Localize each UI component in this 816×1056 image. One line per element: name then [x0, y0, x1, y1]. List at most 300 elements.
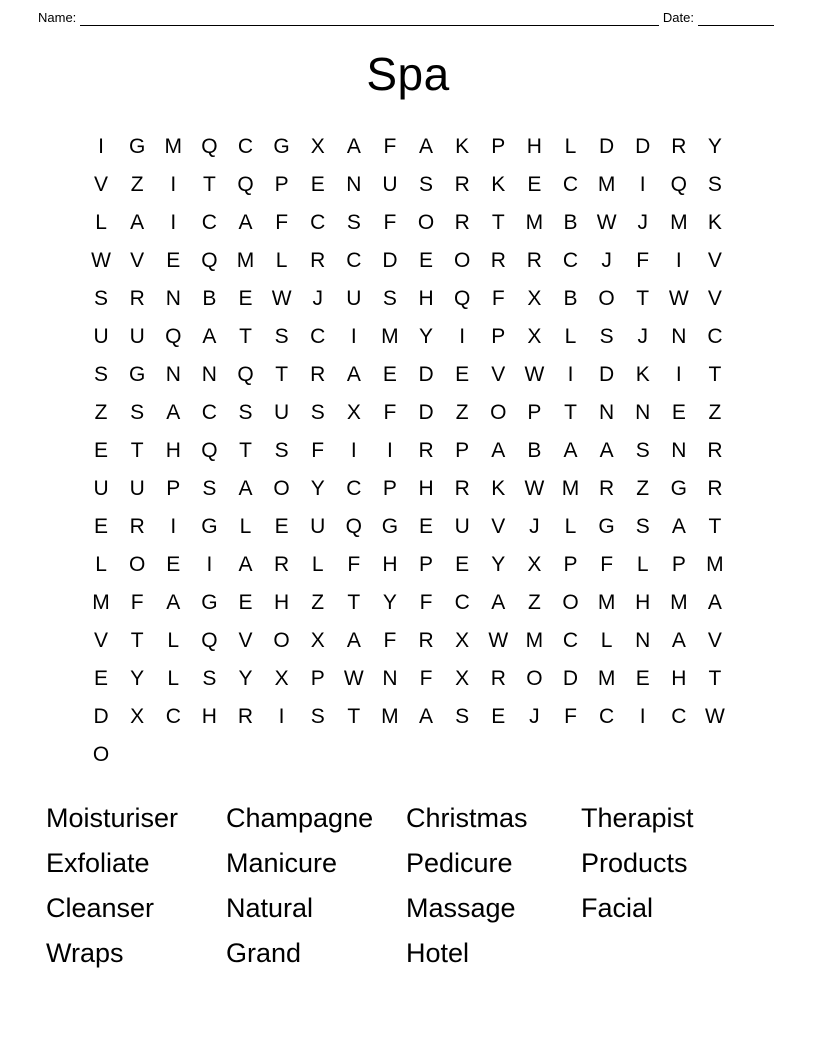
grid-letter: A [166, 401, 181, 424]
grid-letter: E [419, 249, 434, 272]
grid-letter: K [635, 363, 650, 386]
grid-letter: R [310, 249, 326, 272]
grid-letter: J [637, 211, 648, 234]
grid-letter: Q [201, 135, 218, 158]
grid-letter: T [239, 439, 252, 462]
grid-letter: N [165, 287, 181, 310]
date-input-line[interactable] [698, 13, 774, 26]
grid-letter: A [238, 477, 253, 500]
grid-letter: C [562, 249, 579, 272]
grid-letter: C [346, 249, 362, 272]
grid-letter: P [310, 667, 325, 690]
grid-letter: Q [201, 629, 218, 652]
grid-letter: U [382, 173, 398, 196]
grid-letter: F [311, 439, 325, 462]
grid-letter: D [562, 667, 579, 690]
grid-letter: P [455, 439, 470, 462]
grid-letter: C [707, 325, 723, 348]
grid-letter: L [636, 553, 649, 576]
grid-letter: L [167, 629, 180, 652]
grid-letter: J [601, 249, 612, 272]
grid-letter: E [238, 591, 253, 614]
grid-letter: D [599, 363, 615, 386]
word-list-item: Products [581, 848, 688, 878]
grid-letter: A [166, 591, 181, 614]
grid-letter: A [599, 439, 614, 462]
word-list-item: Massage [406, 893, 516, 923]
grid-letter: N [671, 325, 687, 348]
grid-letter: R [454, 211, 470, 234]
grid-letter: U [129, 325, 145, 348]
grid-letter: L [167, 667, 180, 690]
grid-letter: E [166, 249, 181, 272]
grid-letter: R [454, 477, 470, 500]
grid-letter: S [455, 705, 470, 728]
grid-letter: D [382, 249, 398, 272]
grid-letter: J [529, 515, 540, 538]
grid-letter: A [671, 515, 686, 538]
grid-letter: W [705, 705, 725, 728]
grid-letter: E [94, 515, 109, 538]
grid-letter: G [201, 591, 218, 614]
grid-letter: I [639, 705, 646, 728]
grid-letter: X [455, 629, 470, 652]
grid-letter: V [238, 629, 253, 652]
grid-letter: Q [345, 515, 362, 538]
word-list [46, 796, 778, 976]
grid-letter: Q [165, 325, 182, 348]
grid-letter: H [671, 667, 687, 690]
grid-letter: T [564, 401, 577, 424]
grid-letter: Q [201, 249, 218, 272]
grid-letter: Z [455, 401, 469, 424]
grid-letter: E [527, 173, 542, 196]
grid-letter: R [526, 249, 542, 272]
grid-letter: K [491, 477, 506, 500]
grid-letter: S [94, 363, 109, 386]
grid-letter: I [98, 135, 104, 158]
grid-letter: A [491, 439, 506, 462]
grid-letter: I [170, 211, 177, 234]
grid-letter: A [130, 211, 145, 234]
grid-letter: Y [238, 667, 253, 690]
grid-letter: L [600, 629, 613, 652]
grid-letter: A [419, 705, 434, 728]
grid-letter: G [381, 515, 399, 538]
grid-letter: G [128, 135, 146, 158]
grid-letter: F [383, 211, 397, 234]
word-list-item: Champagne [226, 803, 374, 833]
grid-letter: B [563, 287, 578, 310]
grid-letter: V [94, 173, 109, 196]
grid-letter: C [599, 705, 615, 728]
grid-letter: K [491, 173, 506, 196]
grid-letter: I [170, 515, 177, 538]
grid-letter: L [95, 553, 107, 576]
grid-letter: E [382, 363, 397, 386]
grid-letter: O [92, 743, 110, 766]
grid-letter: Y [382, 591, 397, 614]
grid-letter: A [491, 591, 506, 614]
grid-letter: Z [311, 591, 325, 614]
grid-letter: L [239, 515, 252, 538]
grid-letter: V [130, 249, 145, 272]
grid-letter: A [346, 135, 361, 158]
grid-letter: D [418, 401, 434, 424]
word-list-item: Manicure [226, 848, 338, 878]
grid-letter: H [526, 135, 542, 158]
grid-letter: G [670, 477, 687, 500]
word-list-item: Moisturiser [46, 803, 179, 833]
grid-letter: O [490, 401, 507, 424]
grid-letter: M [706, 553, 724, 576]
grid-letter: R [707, 439, 723, 462]
grid-letter: Q [670, 173, 687, 196]
grid-letter: E [491, 705, 506, 728]
grid-letter: H [418, 477, 434, 500]
grid-letter: E [310, 173, 325, 196]
grid-letter: X [527, 553, 542, 576]
grid-letter: D [599, 135, 615, 158]
grid-letter: L [95, 211, 107, 234]
grid-letter: N [599, 401, 615, 424]
grid-letter: S [202, 667, 217, 690]
name-input-line[interactable] [80, 13, 659, 26]
grid-letter: X [274, 667, 289, 690]
grid-letter: A [202, 325, 217, 348]
grid-letter: I [675, 363, 682, 386]
grid-letter: E [455, 553, 470, 576]
grid-letter: R [454, 173, 470, 196]
grid-letter: X [455, 667, 470, 690]
grid-letter: S [310, 705, 325, 728]
grid-letter: H [165, 439, 181, 462]
grid-letter: O [128, 553, 146, 576]
grid-letter: A [238, 553, 253, 576]
grid-letter: M [597, 667, 616, 690]
grid-letter: E [635, 667, 650, 690]
word-search-grid [83, 128, 733, 774]
grid-letter: E [94, 667, 109, 690]
grid-letter: U [346, 287, 362, 310]
grid-letter: M [236, 249, 255, 272]
grid-letter: U [454, 515, 470, 538]
grid-letter: C [562, 173, 579, 196]
grid-letter: F [491, 287, 505, 310]
word-list-item: Therapist [581, 803, 694, 833]
grid-letter: I [170, 173, 177, 196]
grid-letter: F [383, 401, 397, 424]
grid-letter: E [274, 515, 289, 538]
grid-letter: C [454, 591, 470, 614]
grid-letter: S [635, 439, 650, 462]
grid-letter: C [346, 477, 362, 500]
grid-letter: F [564, 705, 577, 728]
grid-letter: I [350, 439, 357, 462]
grid-letter: M [597, 591, 616, 614]
grid-letter: W [271, 287, 292, 310]
grid-letter: M [381, 705, 399, 728]
grid-letter: R [490, 667, 506, 690]
grid-letter: E [455, 363, 470, 386]
grid-letter: X [310, 629, 325, 652]
grid-letter: C [237, 135, 254, 158]
grid-letter: V [491, 363, 506, 386]
grid-letter: S [238, 401, 253, 424]
grid-letter: S [310, 401, 325, 424]
grid-letter: Y [310, 477, 325, 500]
grid-letter: S [274, 325, 289, 348]
grid-letter: P [419, 553, 434, 576]
grid-letter: T [491, 211, 505, 234]
grid-letter: M [597, 173, 616, 196]
grid-letter: P [166, 477, 181, 500]
grid-letter: R [599, 477, 615, 500]
grid-letter: U [310, 515, 326, 538]
grid-letter: I [350, 325, 357, 348]
word-list-item: Hotel [406, 938, 470, 968]
grid-letter: D [93, 705, 109, 728]
grid-letter: F [419, 591, 433, 614]
grid-letter: X [346, 401, 361, 424]
grid-letter: T [130, 629, 144, 652]
grid-letter: A [707, 591, 722, 614]
grid-letter: R [490, 249, 506, 272]
grid-letter: P [671, 553, 686, 576]
grid-letter: H [274, 591, 290, 614]
grid-letter: A [346, 363, 361, 386]
word-list-item: Wraps [46, 938, 124, 968]
grid-letter: T [347, 591, 361, 614]
grid-letter: I [387, 439, 393, 462]
grid-letter: M [561, 477, 580, 500]
grid-letter: C [201, 401, 217, 424]
grid-letter: D [418, 363, 434, 386]
grid-letter: T [636, 287, 650, 310]
grid-letter: E [94, 439, 109, 462]
grid-letter: I [639, 173, 646, 196]
grid-letter: F [383, 135, 397, 158]
grid-letter: O [417, 211, 435, 234]
grid-letter: L [564, 515, 577, 538]
grid-letter: R [129, 515, 145, 538]
grid-letter: M [670, 211, 688, 234]
grid-letter: R [418, 439, 434, 462]
grid-letter: E [166, 553, 181, 576]
grid-letter: W [524, 363, 545, 386]
grid-letter: G [201, 515, 218, 538]
grid-letter: T [202, 173, 216, 196]
grid-letter: E [419, 515, 434, 538]
word-list-item: Facial [581, 893, 654, 923]
grid-letter: H [201, 705, 217, 728]
grid-letter: Z [527, 591, 541, 614]
grid-letter: J [637, 325, 648, 348]
grid-letter: C [201, 211, 217, 234]
grid-letter: Y [707, 135, 722, 158]
grid-letter: F [600, 553, 614, 576]
word-list-item: Christmas [406, 803, 528, 833]
grid-letter: S [707, 173, 722, 196]
grid-letter: L [564, 325, 577, 348]
grid-letter: R [237, 705, 254, 728]
grid-letter: N [382, 667, 398, 690]
grid-letter: F [636, 249, 650, 272]
grid-letter: X [130, 705, 145, 728]
grid-letter: T [130, 439, 144, 462]
grid-letter: M [670, 591, 688, 614]
grid-letter: F [419, 667, 433, 690]
grid-letter: P [491, 325, 506, 348]
grid-letter: M [525, 629, 544, 652]
grid-letter: F [347, 553, 361, 576]
grid-letter: Q [201, 439, 218, 462]
grid-letter: S [346, 211, 361, 234]
grid-letter: X [310, 135, 325, 158]
grid-letter: T [708, 363, 722, 386]
grid-letter: C [562, 629, 579, 652]
grid-letter: F [275, 211, 289, 234]
grid-letter: V [491, 515, 506, 538]
grid-letter: I [278, 705, 285, 728]
grid-letter: S [94, 287, 109, 310]
grid-letter: I [459, 325, 466, 348]
grid-letter: G [598, 515, 615, 538]
grid-letter: D [635, 135, 651, 158]
grid-letter: K [455, 135, 470, 158]
grid-letter: J [312, 287, 323, 310]
word-list-item: Grand [226, 938, 302, 968]
grid-letter: V [707, 629, 722, 652]
grid-letter: W [488, 629, 509, 652]
grid-letter: O [273, 477, 290, 500]
grid-letter: N [635, 401, 651, 424]
grid-letter: A [346, 629, 361, 652]
grid-letter: C [671, 705, 687, 728]
grid-letter: R [274, 553, 290, 576]
name-label: Name: [38, 10, 77, 25]
grid-letter: Z [708, 401, 722, 424]
grid-letter: C [165, 705, 181, 728]
word-list-item: Exfoliate [46, 848, 150, 878]
grid-letter: C [310, 211, 326, 234]
grid-letter: Y [130, 667, 145, 690]
grid-letter: W [524, 477, 545, 500]
grid-letter: N [165, 363, 181, 386]
grid-letter: K [707, 211, 722, 234]
grid-letter: H [382, 553, 398, 576]
grid-letter: F [130, 591, 144, 614]
grid-letter: B [202, 287, 217, 310]
date-label: Date: [662, 10, 694, 25]
grid-letter: L [564, 135, 577, 158]
grid-letter: C [310, 325, 326, 348]
grid-letter: T [708, 667, 722, 690]
grid-letter: S [635, 515, 650, 538]
grid-letter: H [635, 591, 651, 614]
grid-letter: N [201, 363, 217, 386]
header-fields [38, 8, 778, 26]
grid-letter: O [273, 629, 290, 652]
grid-letter: T [275, 363, 289, 386]
grid-letter: E [238, 287, 253, 310]
grid-letter: M [92, 591, 110, 614]
grid-letter: I [567, 363, 574, 386]
grid-letter: P [563, 553, 578, 576]
grid-letter: O [526, 667, 543, 690]
grid-letter: S [130, 401, 145, 424]
grid-letter: I [675, 249, 682, 272]
grid-letter: M [381, 325, 399, 348]
grid-letter: F [383, 629, 397, 652]
grid-letter: U [93, 325, 109, 348]
word-list-item: Cleanser [46, 893, 155, 923]
grid-letter: Y [419, 325, 434, 348]
grid-letter: Y [491, 553, 506, 576]
grid-letter: W [343, 667, 364, 690]
grid-letter: P [382, 477, 397, 500]
grid-letter: S [202, 477, 217, 500]
grid-letter: S [274, 439, 289, 462]
grid-letter: I [206, 553, 213, 576]
grid-letter: S [419, 173, 434, 196]
grid-letter: L [311, 553, 324, 576]
grid-letter: A [238, 211, 253, 234]
grid-letter: Q [237, 173, 254, 196]
grid-letter: T [347, 705, 361, 728]
grid-letter: W [91, 249, 111, 272]
grid-letter: U [274, 401, 290, 424]
grid-letter: Q [237, 363, 254, 386]
grid-letter: M [525, 211, 544, 234]
grid-letter: Z [636, 477, 650, 500]
grid-letter: J [529, 705, 540, 728]
grid-letter: L [275, 249, 288, 272]
grid-letter: G [273, 135, 290, 158]
grid-letter: G [128, 363, 146, 386]
grid-letter: V [707, 249, 722, 272]
grid-letter: E [671, 401, 686, 424]
grid-letter: Q [453, 287, 471, 310]
grid-letter: Z [94, 401, 108, 424]
grid-letter: R [418, 629, 434, 652]
grid-letter: V [707, 287, 722, 310]
grid-letter: R [129, 287, 145, 310]
grid-letter: O [598, 287, 615, 310]
grid-letter: V [94, 629, 109, 652]
grid-letter: A [563, 439, 578, 462]
grid-letter: R [310, 363, 326, 386]
grid-letter: X [527, 287, 542, 310]
grid-letter: N [346, 173, 362, 196]
grid-letter: X [527, 325, 542, 348]
grid-letter: R [707, 477, 723, 500]
grid-letter: B [527, 439, 542, 462]
grid-letter: U [93, 477, 109, 500]
grid-letter: P [274, 173, 289, 196]
grid-letter: O [562, 591, 579, 614]
grid-letter: Z [130, 173, 144, 196]
grid-letter: B [563, 211, 578, 234]
grid-letter: P [527, 401, 542, 424]
page-title: Spa [366, 48, 450, 100]
grid-letter: R [671, 135, 687, 158]
grid-letter: P [491, 135, 506, 158]
grid-letter: T [708, 515, 722, 538]
grid-letter: S [382, 287, 397, 310]
grid-letter: U [129, 477, 145, 500]
grid-letter: O [453, 249, 471, 272]
